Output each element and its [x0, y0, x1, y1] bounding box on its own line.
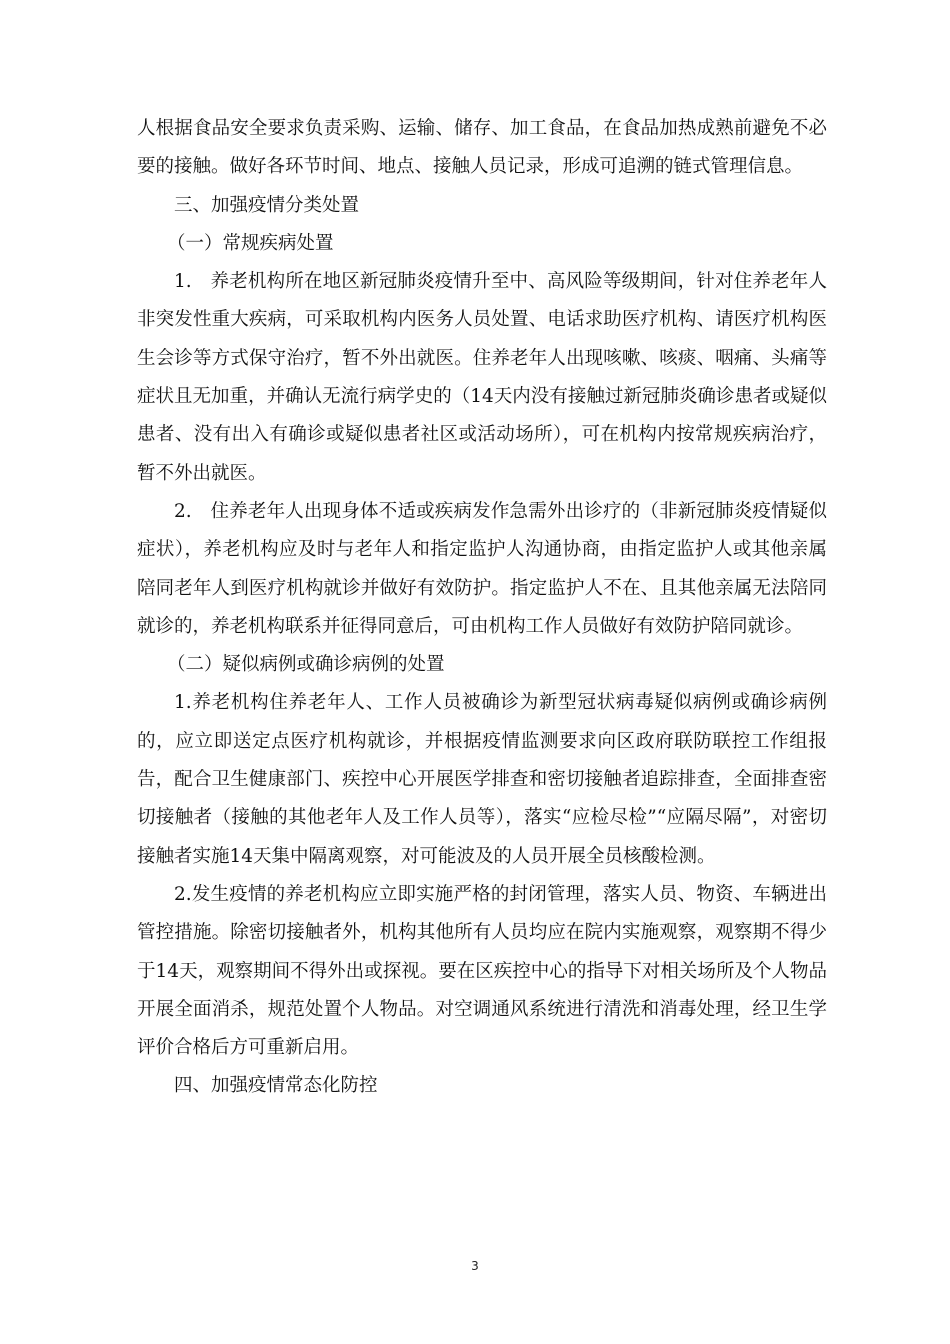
paragraph-item-1-routine: 1. 养老机构所在地区新冠肺炎疫情升至中、高风险等级期间，针对住养老年人非突发性重大疾病，可采取机构内医务人员处置、电话求助医疗机构、请医疗机构医生会诊等方式保守治疗，暂不外出就医。住养老年人出现咳嗽、咳痰、咽痛、头痛等症状且无加重，并确认无流行病学史的（14天内没有接触过新冠肺炎确诊患者或疑似患者、没有出入有确诊或疑似患者社区或活动场所），可在机构内按常规疾病治疗，暂不外出就医。 [137, 271, 827, 484]
page-number: 3 [471, 1259, 479, 1273]
section-heading-four: 四、加强疫情常态化防控 [174, 1075, 378, 1097]
paragraph-item-1-suspected: 1.养老机构住养老年人、工作人员被确诊为新型冠状病毒疑似病例或确诊病例的，应立即送定点医疗机构就诊，并根据疫情监测要求向区政府联防联控工作组报告，配合卫生健康部门、疾控中心开展医学排查和密切接触者追踪排查，全面排查密切接触者（接触的其他老年人及工作人员等），落实“应检尽检”“应隔尽隔”，对密切接触者实施14天集中隔离观察，对可能波及的人员开展全员核酸检测。 [137, 692, 827, 867]
subsection-heading-routine-disease: （一）常规疾病处置 [167, 232, 334, 254]
document-body [137, 110, 827, 1106]
subsection-heading-suspected-confirmed: （二）疑似病例或确诊病例的处置 [167, 654, 445, 676]
paragraph-item-2-routine: 2. 住养老年人出现身体不适或疾病发作急需外出诊疗的（非新冠肺炎疫情疑似症状），养老机构应及时与老年人和指定监护人沟通协商，由指定监护人或其他亲属陪同老年人到医疗机构就诊并做好有效防护。指定监护人不在、且其他亲属无法陪同就诊的，养老机构联系并征得同意后，可由机构工作人员做好有效防护陪同就诊。 [137, 500, 827, 637]
paragraph-item-2-outbreak: 2.发生疫情的养老机构应立即实施严格的封闭管理，落实人员、物资、车辆进出管控措施。除密切接触者外，机构其他所有人员均应在院内实施观察，观察期不得少于14天，观察期间不得外出或探视。要在区疾控中心的指导下对相关场所及个人物品开展全面消杀，规范处置个人物品。对空调通风系统进行清洗和消毒处理，经卫生学评价合格后方可重新启用。 [137, 883, 827, 1059]
paragraph-continuation: 人根据食品安全要求负责采购、运输、储存、加工食品，在食品加热成熟前避免不必要的接触。做好各环节时间、地点、接触人员记录，形成可追溯的链式管理信息。 [137, 118, 827, 178]
section-heading-three: 三、加强疫情分类处置 [174, 194, 360, 216]
